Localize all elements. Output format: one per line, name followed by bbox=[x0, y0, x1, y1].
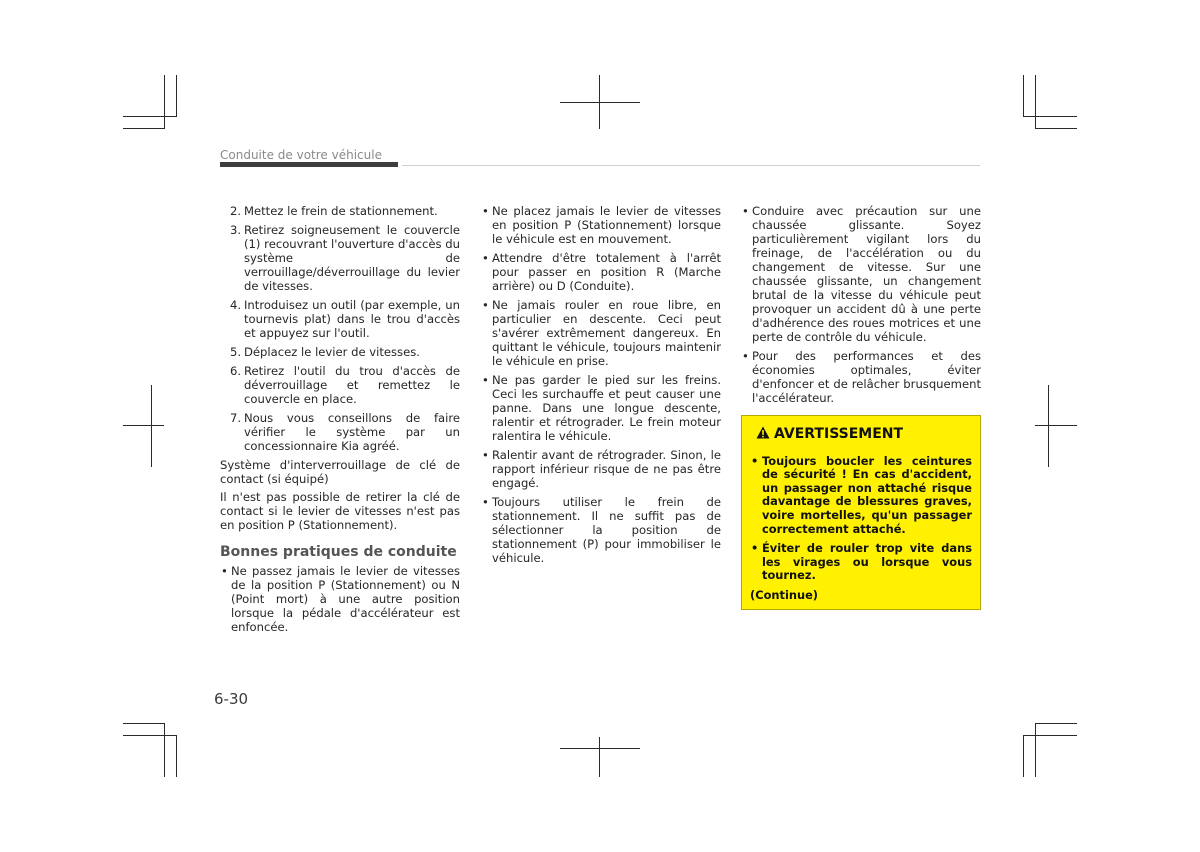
bullet-text: Conduire avec précaution sur une chaussée glissante. Soyez particulièrement vigilant lors du freinage, de l'accélération ou du changement de vitesse. Sur une chaussée glissante, un changement brutal de la vitesse du véhicule peut provoquer un accident dû à une perte d'adhérence des roues motrices et une perte de contrôle du véhicule. bbox=[752, 204, 981, 344]
bullet-icon: • bbox=[742, 204, 749, 218]
paragraph: Il n'est pas possible de retirer la clé de contact si le levier de vitesses n'est pas en position P (Stationnement). bbox=[220, 490, 460, 532]
subsection-title: Système d'interverrouillage de clé de contact (si équipé) bbox=[220, 458, 460, 486]
bullet-list bbox=[220, 564, 460, 634]
list-item bbox=[481, 373, 721, 443]
registration-mark bbox=[560, 748, 640, 749]
header-rule bbox=[402, 165, 980, 166]
column-1 bbox=[220, 204, 460, 639]
bullet-text: Ralentir avant de rétrograder. Sinon, le rapport inférieur risque de ne pas être engagé. bbox=[492, 448, 721, 490]
step-number: 3. bbox=[230, 223, 242, 237]
step-number: 5. bbox=[230, 345, 242, 359]
registration-mark bbox=[599, 737, 600, 777]
bullet-text: Attendre d'être totalement à l'arrêt pour passer en position R (Marche arrière) ou D (Conduite). bbox=[492, 251, 721, 293]
warning-box bbox=[741, 415, 981, 610]
list-item bbox=[481, 204, 721, 246]
list-item bbox=[220, 204, 460, 218]
bullet-list bbox=[481, 204, 721, 565]
page-number: 6-30 bbox=[214, 690, 249, 708]
warning-header bbox=[756, 426, 972, 443]
crop-mark bbox=[164, 723, 165, 777]
column-3 bbox=[741, 204, 981, 610]
crop-mark bbox=[123, 128, 164, 129]
section-title: Bonnes pratiques de conduite bbox=[220, 544, 457, 560]
bullet-text: Ne jamais rouler en roue libre, en particulier en descente. Ceci peut s'avérer extrêmement dangereux. En quittant le véhicule, toujours maintenir le véhicule en prise. bbox=[492, 298, 721, 368]
crop-mark bbox=[176, 735, 177, 777]
warning-title: AVERTISSEMENT bbox=[774, 425, 904, 442]
step-text: Introduisez un outil (par exemple, un tournevis plat) dans le trou d'accès et appuyez sur l'outil. bbox=[244, 298, 460, 340]
bullet-icon: • bbox=[482, 298, 489, 312]
steps-list bbox=[220, 204, 460, 453]
list-item bbox=[220, 364, 460, 406]
list-item bbox=[741, 349, 981, 405]
crop-mark bbox=[1035, 723, 1077, 724]
registration-mark bbox=[560, 102, 640, 103]
header-bar bbox=[220, 162, 398, 167]
list-item bbox=[220, 298, 460, 340]
list-item bbox=[220, 345, 460, 359]
crop-mark bbox=[176, 75, 177, 117]
registration-mark bbox=[1035, 425, 1077, 426]
bullet-icon: • bbox=[482, 204, 489, 218]
crop-mark bbox=[1035, 128, 1077, 129]
list-item bbox=[750, 455, 972, 537]
list-item bbox=[481, 448, 721, 490]
step-text: Nous vous conseillons de faire vérifier le système par un concessionnaire Kia agréé. bbox=[244, 411, 460, 453]
bullet-icon: • bbox=[482, 373, 489, 387]
crop-mark bbox=[1035, 75, 1036, 129]
list-item bbox=[750, 542, 972, 583]
list-item bbox=[220, 564, 460, 634]
registration-mark bbox=[1048, 385, 1049, 467]
warning-text: Éviter de rouler trop vite dans les virages ou lorsque vous tournez. bbox=[762, 541, 972, 583]
bullet-icon: • bbox=[221, 564, 228, 578]
crop-mark bbox=[123, 735, 176, 736]
step-text: Retirez l'outil du trou d'accès de déverrouillage et remettez le couvercle en place. bbox=[244, 364, 460, 406]
crop-mark bbox=[123, 723, 164, 724]
crop-mark bbox=[1023, 735, 1077, 736]
bullet-text: Ne placez jamais le levier de vitesses en position P (Stationnement) lorsque le véhicule est en mouvement. bbox=[492, 204, 721, 246]
step-number: 7. bbox=[230, 411, 242, 425]
list-item bbox=[220, 223, 460, 293]
bullet-icon: • bbox=[751, 453, 759, 468]
bullet-text: Toujours utiliser le frein de stationnement. Il ne suffit pas de sélectionner la position de stationnement (P) pour immobiliser le véhicule. bbox=[492, 495, 721, 565]
running-header bbox=[220, 146, 980, 170]
header-title: Conduite de votre véhicule bbox=[220, 148, 382, 162]
bullet-icon: • bbox=[742, 349, 749, 363]
step-text: Mettez le frein de stationnement. bbox=[244, 204, 438, 218]
crop-mark bbox=[1035, 723, 1036, 777]
bullet-icon: • bbox=[482, 495, 489, 509]
list-item bbox=[481, 495, 721, 565]
crop-mark bbox=[164, 75, 165, 129]
crop-mark bbox=[1023, 735, 1024, 777]
bullet-icon: • bbox=[482, 448, 489, 462]
bullet-icon: • bbox=[482, 251, 489, 265]
crop-mark bbox=[1023, 75, 1024, 117]
step-text: Retirez soigneusement le couvercle (1) recouvrant l'ouverture d'accès du système de verrouillage/déverrouillage du levier de vitesses. bbox=[244, 223, 460, 293]
step-number: 4. bbox=[230, 298, 242, 312]
list-item bbox=[481, 251, 721, 293]
step-text: Déplacez le levier de vitesses. bbox=[244, 345, 420, 359]
crop-mark bbox=[1023, 116, 1077, 117]
step-number: 2. bbox=[230, 204, 242, 218]
warning-triangle-icon bbox=[756, 426, 770, 443]
bullet-text: Ne passez jamais le levier de vitesses de la position P (Stationnement) ou N (Point mort) à une autre position lorsque la pédale d'accélérateur est enfoncée. bbox=[231, 564, 460, 634]
warning-list bbox=[750, 455, 972, 583]
crop-mark bbox=[123, 116, 176, 117]
continue-label: (Continue) bbox=[750, 587, 818, 602]
list-item bbox=[481, 298, 721, 368]
step-number: 6. bbox=[230, 364, 242, 378]
column-2 bbox=[481, 204, 721, 570]
bullet-list bbox=[741, 204, 981, 405]
list-item bbox=[220, 411, 460, 453]
list-item bbox=[741, 204, 981, 344]
warning-text: Toujours boucler les ceintures de sécurité ! En cas d'accident, un passager non attaché risque davantage de blessures graves, voire mortelles, qu'un passager correctement attaché. bbox=[762, 453, 972, 536]
bullet-text: Ne pas garder le pied sur les freins. Ceci les surchauffe et peut causer une panne. Dans une longue descente, ralentir et rétrograder. Le frein moteur ralentira le véhicule. bbox=[492, 373, 721, 443]
bullet-text: Pour des performances et des économies optimales, éviter d'enfoncer et de relâcher brusquement l'accélérateur. bbox=[752, 349, 981, 405]
registration-mark bbox=[151, 385, 152, 467]
bullet-icon: • bbox=[751, 541, 759, 556]
registration-mark bbox=[123, 425, 164, 426]
